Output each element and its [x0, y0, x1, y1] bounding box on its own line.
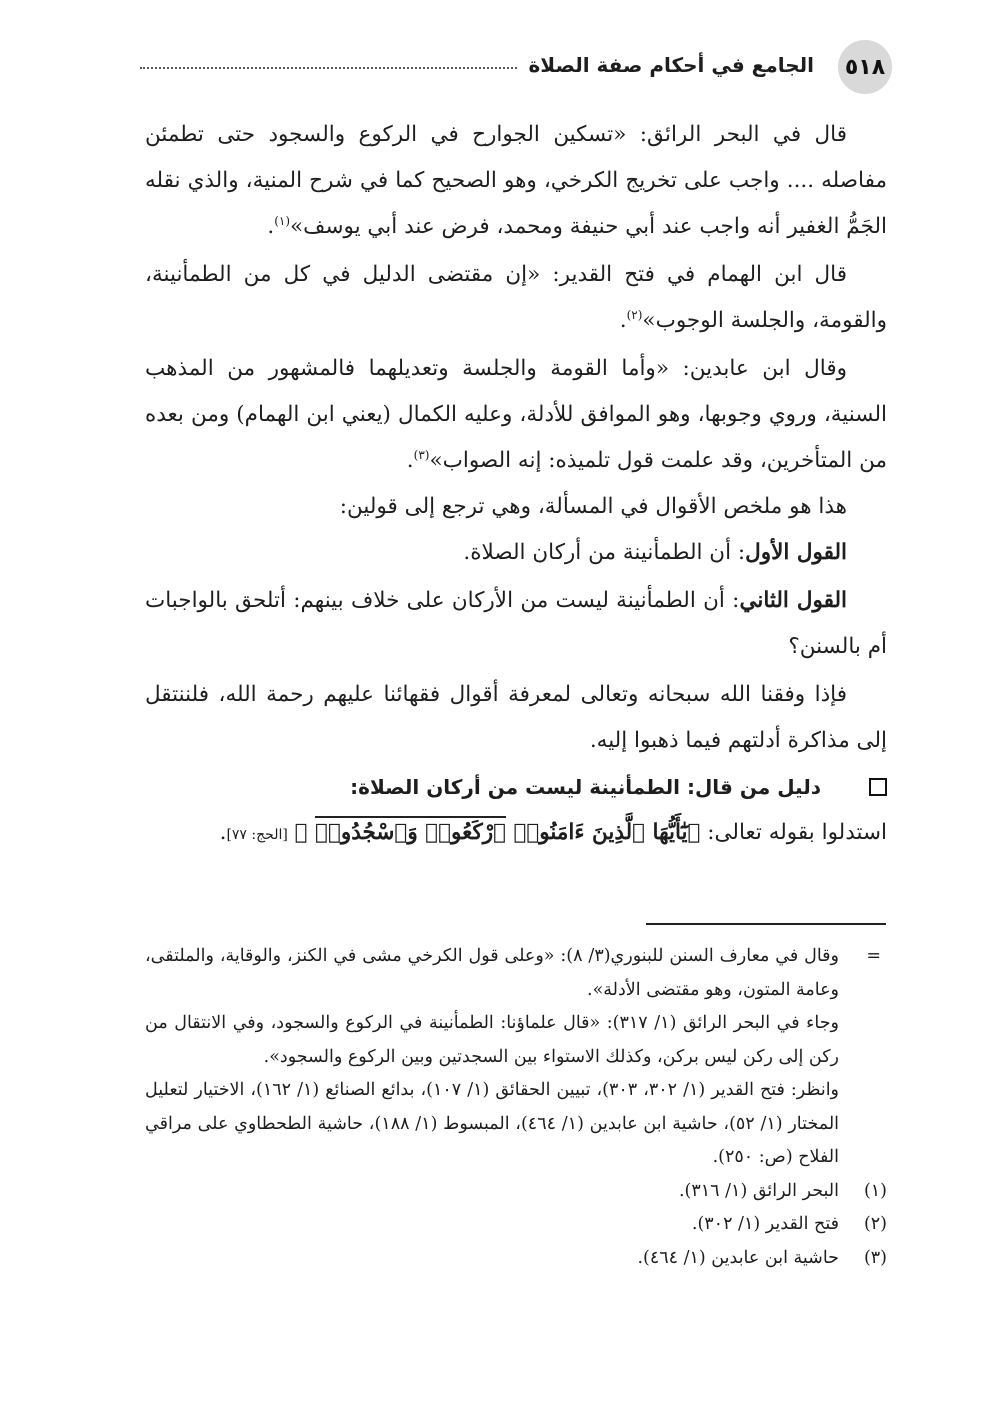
paragraph-summary: هذا هو ملخص الأقوال في المسألة، وهي ترجع إلى قولين: — [339, 494, 847, 519]
first-opinion-label: القول الأول — [745, 540, 847, 565]
footnote-ref-3: (٣) — [413, 447, 430, 462]
footnote-1: (١) البحر الرائق (١/ ٣١٦). — [678, 1180, 887, 1201]
paragraph-ibn-abidin: وقال ابن عابدين: «وأما القومة والجلسة وتعديلهما فالمشهور من المذهب السنية، وروي وجوبها، وهو الموافق للأدلة، وعليه الكمال (يعني ابن الهمام) ومن بعده من المتأخرين، وقد علمت قول تلميذه: إنه الصواب»$^{(٣)}$. — [145, 356, 887, 473]
checkbox-square-icon — [869, 778, 887, 796]
footnote-separator — [646, 923, 886, 925]
header-title-row — [140, 50, 826, 80]
footnotes — [145, 940, 887, 1275]
footnote-3: (٣) حاشية ابن عابدين (١/ ٤٦٤). — [637, 1247, 887, 1268]
footnote-ref-2: (٢) — [626, 307, 643, 322]
running-header — [140, 40, 892, 104]
quran-verse: ﴿يَٰٓأَيُّهَا ٱلَّذِينَ ءَامَنُوا۟ ٱرْكَعُوا۟ وَٱسْجُدُوا۟ ﴾ — [295, 816, 701, 845]
footnote-2: (٢) فتح القدير (١/ ٣٠٢). — [691, 1214, 887, 1234]
footnote-continuation-3: وانظر: فتح القدير (١/ ٣٠٢، ٣٠٣)، تبيين الحقائق (١/ ١٠٧)، بدائع الصنائع (١/ ١٦٢)، الاختيار لتعليل المختار (١/ ٥٢)، حاشية ابن عابدين (١/ ٤٦٤)، المبسوط (١/ ١٨٨)، حاشية الطحطاوي على مراقي الفلاح (ص: ٢٥٠). — [145, 1080, 840, 1167]
book-title: الجامع في أحكام صفة الصلاة — [528, 53, 814, 77]
footnote-continuation-2: وجاء في البحر الرائق (١/ ٣١٧): «قال علماؤنا: الطمأنينة في الركوع والسجود، وفي الانتقال من ركن إلى ركن ليس بركن، وكذلك الاستواء بين السجدتين وبين الركوع والسجود». — [145, 1013, 839, 1067]
paragraph-ibn-humam: قال ابن الهمام في فتح القدير: «إن مقتضى الدليل في كل من الطمأنينة، والقومة، والجلسة الوجوب»$^{(٢)}$. — [145, 262, 887, 333]
footnote-continuation-1: = وقال في معارف السنن للبنوري(٣/ ٨): «وعلى قول الكرخي مشى في الكنز، والوقاية، والملتقى، وعامة المتون، وهو مقتضى الأدلة». — [145, 940, 887, 1007]
main-text — [145, 112, 887, 858]
surah-reference: [الحج: ٧٧] — [226, 827, 288, 843]
footnote-ref-1: (١) — [274, 213, 291, 228]
second-opinion: القول الثاني: أن الطمأنينة ليست من الأركان على خلاف بينهم: أتلحق بالواجبات أم بالسنن؟ — [145, 588, 887, 659]
first-opinion: القول الأول: أن الطمأنينة من أركان الصلاة. — [463, 540, 847, 565]
continuation-mark: = — [866, 946, 881, 966]
second-opinion-label: القول الثاني — [739, 588, 847, 613]
quran-evidence: استدلوا بقوله تعالى: ﴿يَٰٓأَيُّهَا ٱلَّذِينَ ءَامَنُوا۟ ٱرْكَعُوا۟ وَٱسْجُدُوا۟ ﴾ [الحج: ٧٧]. — [145, 810, 887, 858]
page-number-badge: ٥١٨ — [838, 40, 892, 94]
header-dotted-line — [140, 67, 517, 69]
section-heading: دليل من قال: الطمأنينة ليست من أركان الصلاة: — [145, 764, 887, 810]
paragraph-bahr-raiq: قال في البحر الرائق: «تسكين الجوارح في الركوع والسجود حتى تطمئن مفاصله .... واجب على تخريج الكرخي، وهو الصحيح كما في شرح المنية، والذي نقله الجَمُّ الغفير أنه واجب عند أبي حنيفة ومحمد، فرض عند أبي يوسف»$^{(١)}$. — [145, 122, 887, 239]
paragraph-transition: فإذا وفقنا الله سبحانه وتعالى لمعرفة أقوال فقهائنا عليهم رحمة الله، فلننتقل إلى مذاكرة أدلتهم فيما ذهبوا إليه. — [145, 682, 887, 753]
verse-overlined-words: ٱرْكَعُوا۟ وَٱسْجُدُوا۟ — [315, 816, 506, 845]
